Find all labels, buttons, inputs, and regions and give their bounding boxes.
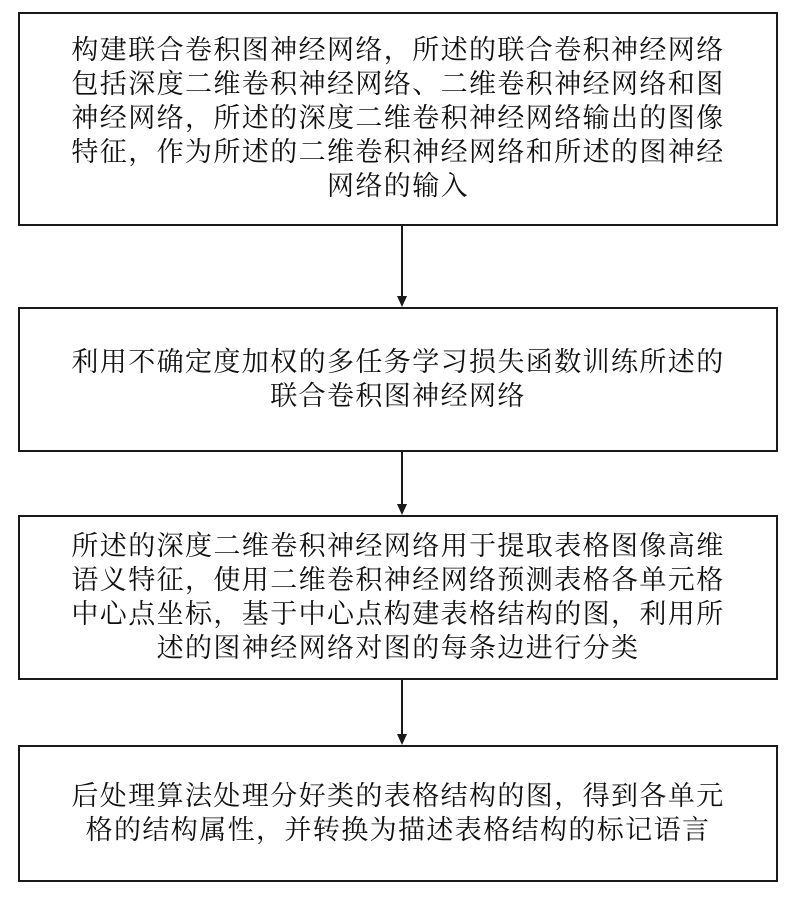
arrow-shaft xyxy=(401,452,403,504)
arrow-shaft xyxy=(401,226,403,296)
flow-step-4-text: 后处理算法处理分好类的表格结构的图，得到各单元 格的结构属性，并转换为描述表格结构的标记语言 xyxy=(71,780,725,846)
flow-arrow-2 xyxy=(397,452,407,515)
flow-step-1-text: 构建联合卷积图神经网络，所述的联合卷积神经网络 包括深度二维卷积神经网络、二维卷积神经网络和图 神经网络，所述的深度二维卷积神经网络输出的图像 特征，作为所述的二维卷积神经网络和所述的图神经 网络的输入 xyxy=(71,35,725,202)
arrow-down-icon xyxy=(397,296,407,307)
flow-step-3-text: 所述的深度二维卷积神经网络用于提取表格图像高维 语义特征，使用二维卷积神经网络预测表格各单元格 中心点坐标，基于中心点构建表格结构的图，利用所 述的图神经网络对图的每条边进行分类 xyxy=(71,530,725,664)
flow-step-3-box xyxy=(18,515,778,680)
arrow-down-icon xyxy=(397,734,407,745)
flow-arrow-1 xyxy=(397,226,407,307)
flow-step-2-text: 利用不确定度加权的多任务学习损失函数训练所述的 联合卷积图神经网络 xyxy=(71,346,725,412)
flow-arrow-3 xyxy=(397,680,407,745)
flow-step-1-box xyxy=(18,12,778,226)
arrow-down-icon xyxy=(397,504,407,515)
flow-step-4-box xyxy=(18,745,778,882)
arrow-shaft xyxy=(401,680,403,734)
flow-step-2-box xyxy=(18,307,778,452)
